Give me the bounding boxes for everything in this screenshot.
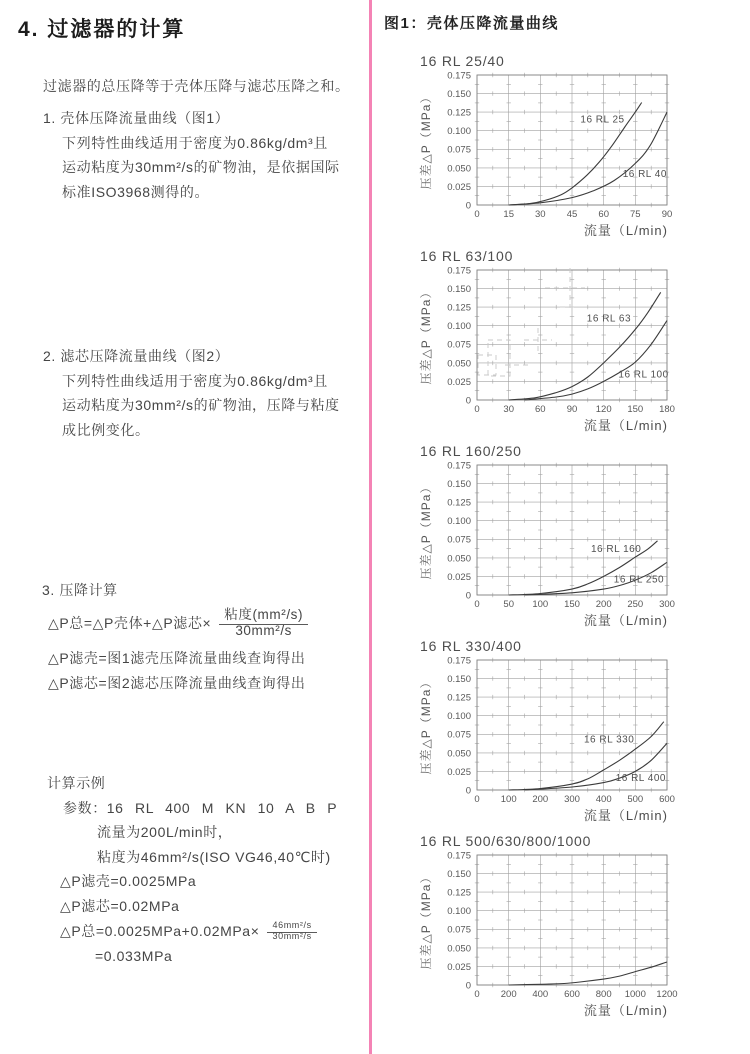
svg-text:流量（L/min): 流量（L/min)	[583, 808, 668, 823]
section-housing-curve	[43, 106, 340, 204]
svg-text:0: 0	[465, 200, 471, 212]
svg-text:流量（L/min): 流量（L/min)	[583, 613, 668, 628]
svg-text:0.075: 0.075	[447, 534, 471, 546]
section1-heading: 1. 壳体压降流量曲线（图1）	[43, 110, 230, 126]
svg-text:30: 30	[503, 404, 514, 415]
svg-text:0: 0	[474, 989, 480, 1000]
section1-line: 下列特性曲线适用于密度为0.86kg/dm³且	[62, 134, 328, 151]
svg-text:250: 250	[627, 599, 644, 610]
svg-text:压差△P（MPa）: 压差△P（MPa）	[419, 480, 433, 580]
svg-text:压差△P（MPa）: 压差△P（MPa）	[419, 870, 433, 970]
section1-line: 运动粘度为30mm²/s的矿物油，是依据国际	[62, 159, 340, 175]
example-flow: 流量为200L/min时，	[97, 824, 233, 840]
chart-title: 16 RL 500/630/800/1000	[420, 833, 592, 849]
svg-text:0: 0	[474, 794, 480, 805]
svg-text:0.150: 0.150	[447, 89, 471, 100]
chart-title: 16 RL 160/250	[420, 443, 522, 459]
example-viscosity: 粘度为46mm²/s(ISO VG46,40℃时)	[97, 848, 331, 865]
total-fraction	[267, 920, 316, 942]
formula-note2: △P滤芯=图2滤芯压降流量曲线查询得出	[48, 674, 306, 691]
svg-text:0.125: 0.125	[447, 887, 471, 899]
section1-line: 标准ISO3968测得的。	[62, 183, 210, 200]
page-title: 4. 过滤器的计算	[18, 18, 186, 41]
svg-text:0.125: 0.125	[447, 107, 471, 119]
section2-line: 运动粘度为30mm²/s的矿物油，压降与粘度	[62, 397, 340, 413]
svg-text:压差△P（MPa）: 压差△P（MPa）	[419, 675, 433, 775]
svg-text:100: 100	[532, 599, 549, 610]
svg-text:150: 150	[564, 599, 580, 610]
svg-text:200: 200	[532, 794, 549, 805]
section2-heading: 2. 滤芯压降流量曲线（图2）	[43, 348, 230, 364]
example-dp-core: △P滤芯=0.02MPa	[60, 897, 180, 914]
svg-text:600: 600	[564, 989, 580, 1000]
svg-text:90: 90	[566, 404, 578, 415]
svg-text:0.125: 0.125	[447, 692, 471, 704]
svg-text:16 RL 330: 16 RL 330	[584, 734, 635, 746]
chart-canvas-16rl-25-40	[400, 70, 710, 242]
chart-canvas-16rl-160-250	[400, 460, 710, 632]
svg-text:0.100: 0.100	[447, 126, 471, 138]
svg-text:0.100: 0.100	[447, 321, 471, 333]
svg-text:16 RL 25: 16 RL 25	[580, 114, 625, 126]
intro-text: 过滤器的总压降等于壳体压降与滤芯压降之和。	[43, 78, 350, 94]
svg-text:500: 500	[627, 794, 644, 805]
svg-text:0.025: 0.025	[447, 376, 471, 388]
svg-text:0.100: 0.100	[447, 516, 471, 528]
svg-text:0: 0	[465, 590, 471, 602]
svg-text:180: 180	[659, 404, 675, 415]
example-heading: 计算示例	[47, 775, 106, 791]
svg-text:0.125: 0.125	[447, 497, 471, 509]
svg-text:0.100: 0.100	[447, 711, 471, 723]
chart-block-16rl-330-400	[400, 638, 710, 827]
chart-title: 16 RL 330/400	[420, 638, 522, 654]
chart-block-16rl-500-1000	[400, 833, 710, 1022]
formula-left: △P总=△P壳体+△P滤芯×	[48, 615, 212, 632]
svg-text:0: 0	[465, 785, 471, 797]
svg-text:200: 200	[500, 989, 517, 1000]
example-result: =0.033MPa	[95, 948, 173, 964]
svg-text:流量（L/min): 流量（L/min)	[583, 1003, 668, 1018]
svg-text:0: 0	[474, 404, 480, 415]
svg-text:30: 30	[535, 209, 546, 220]
svg-text:0.025: 0.025	[447, 571, 471, 583]
svg-text:0.025: 0.025	[447, 766, 471, 778]
example-dp-total	[60, 918, 337, 944]
svg-text:压差△P（MPa）: 压差△P（MPa）	[419, 285, 433, 385]
svg-text:100: 100	[500, 794, 517, 805]
svg-text:800: 800	[595, 989, 612, 1000]
formula-note1: △P滤壳=图1滤壳压降流量曲线查询得出	[48, 650, 306, 667]
total-left: △P总=0.0025MPa+0.02MPa×	[60, 922, 260, 939]
section2-line: 下列特性曲线适用于密度为0.86kg/dm³且	[62, 372, 328, 389]
svg-text:0.075: 0.075	[447, 729, 471, 741]
svg-text:75: 75	[630, 209, 641, 220]
svg-text:0.050: 0.050	[447, 358, 471, 370]
svg-text:0.050: 0.050	[447, 943, 471, 955]
total-fraction-denominator: 30mm²/s	[272, 931, 312, 941]
svg-text:0.125: 0.125	[447, 302, 471, 314]
svg-text:0.175: 0.175	[447, 850, 471, 862]
svg-text:0.150: 0.150	[447, 284, 471, 295]
svg-text:90: 90	[661, 209, 673, 220]
example-dp-shell: △P滤壳=0.0025MPa	[60, 873, 197, 889]
svg-text:60: 60	[598, 209, 609, 220]
svg-text:0.050: 0.050	[447, 553, 471, 565]
svg-text:0.175: 0.175	[447, 70, 471, 82]
section-element-curve	[43, 344, 340, 442]
svg-text:0.075: 0.075	[447, 144, 471, 156]
svg-text:0.150: 0.150	[447, 479, 471, 490]
svg-text:0.175: 0.175	[447, 655, 471, 667]
svg-text:16 RL 100: 16 RL 100	[618, 369, 669, 381]
svg-text:16 RL 63: 16 RL 63	[586, 313, 632, 325]
svg-text:0.100: 0.100	[447, 906, 471, 918]
svg-text:0.075: 0.075	[447, 339, 471, 351]
svg-text:0: 0	[465, 395, 471, 407]
svg-text:0.175: 0.175	[447, 265, 471, 277]
svg-text:600: 600	[659, 794, 675, 805]
svg-text:0.050: 0.050	[447, 748, 471, 760]
svg-text:0.150: 0.150	[447, 674, 471, 685]
svg-text:300: 300	[659, 599, 675, 610]
svg-text:200: 200	[595, 599, 612, 610]
fraction-numerator: 粘度(mm²/s)	[219, 607, 308, 625]
svg-text:300: 300	[564, 794, 580, 805]
svg-text:0.025: 0.025	[447, 961, 471, 973]
chart-canvas-16rl-330-400	[400, 655, 710, 827]
fraction-denominator: 30mm²/s	[235, 623, 293, 639]
section2-line: 成比例变化。	[62, 421, 150, 438]
section-pressure-calc	[42, 578, 308, 695]
chart-block-16rl-63-100	[400, 248, 710, 437]
svg-text:0: 0	[465, 980, 471, 992]
svg-text:0.175: 0.175	[447, 460, 471, 472]
pressure-formula	[48, 607, 308, 641]
chart-title: 16 RL 25/40	[420, 53, 505, 69]
svg-text:400: 400	[532, 989, 549, 1000]
chart-block-16rl-25-40	[400, 53, 710, 242]
svg-text:0.025: 0.025	[447, 181, 471, 193]
svg-text:60: 60	[535, 404, 546, 415]
svg-text:16 RL 160: 16 RL 160	[591, 543, 642, 555]
svg-text:0.050: 0.050	[447, 163, 471, 175]
svg-text:流量（L/min): 流量（L/min)	[583, 223, 668, 238]
svg-text:压差△P（MPa）: 压差△P（MPa）	[419, 90, 433, 190]
svg-text:0: 0	[474, 599, 480, 610]
section3-heading: 3. 压降计算	[42, 582, 118, 598]
svg-text:45: 45	[566, 209, 578, 220]
svg-text:16 RL 400: 16 RL 400	[615, 773, 666, 785]
svg-text:400: 400	[595, 794, 612, 805]
svg-text:流量（L/min): 流量（L/min)	[583, 418, 668, 433]
svg-text:150: 150	[627, 404, 644, 415]
figure1-header: 图1：壳体压降流量曲线	[384, 15, 559, 32]
formula-fraction	[219, 607, 308, 641]
svg-text:16 RL 40: 16 RL 40	[622, 168, 667, 180]
chart-block-16rl-160-250	[400, 443, 710, 632]
svg-text:16 RL 250: 16 RL 250	[613, 574, 665, 586]
column-divider	[369, 0, 372, 1054]
chart-canvas-16rl-500-1000	[400, 850, 710, 1022]
svg-text:1000: 1000	[624, 989, 646, 1000]
chart-canvas-16rl-63-100	[400, 265, 710, 437]
chart-title: 16 RL 63/100	[420, 248, 514, 264]
example-parameters: 参数：16 RL 400 M KN 10 A B P	[63, 799, 338, 816]
svg-text:0: 0	[474, 209, 480, 220]
svg-text:0.075: 0.075	[447, 924, 471, 936]
svg-text:0.150: 0.150	[447, 869, 471, 880]
svg-text:50: 50	[503, 599, 514, 610]
calc-example	[47, 771, 337, 969]
svg-text:1200: 1200	[656, 989, 678, 1000]
svg-text:120: 120	[595, 404, 612, 415]
svg-text:15: 15	[503, 209, 514, 220]
total-fraction-numerator: 46mm²/s	[267, 920, 316, 933]
